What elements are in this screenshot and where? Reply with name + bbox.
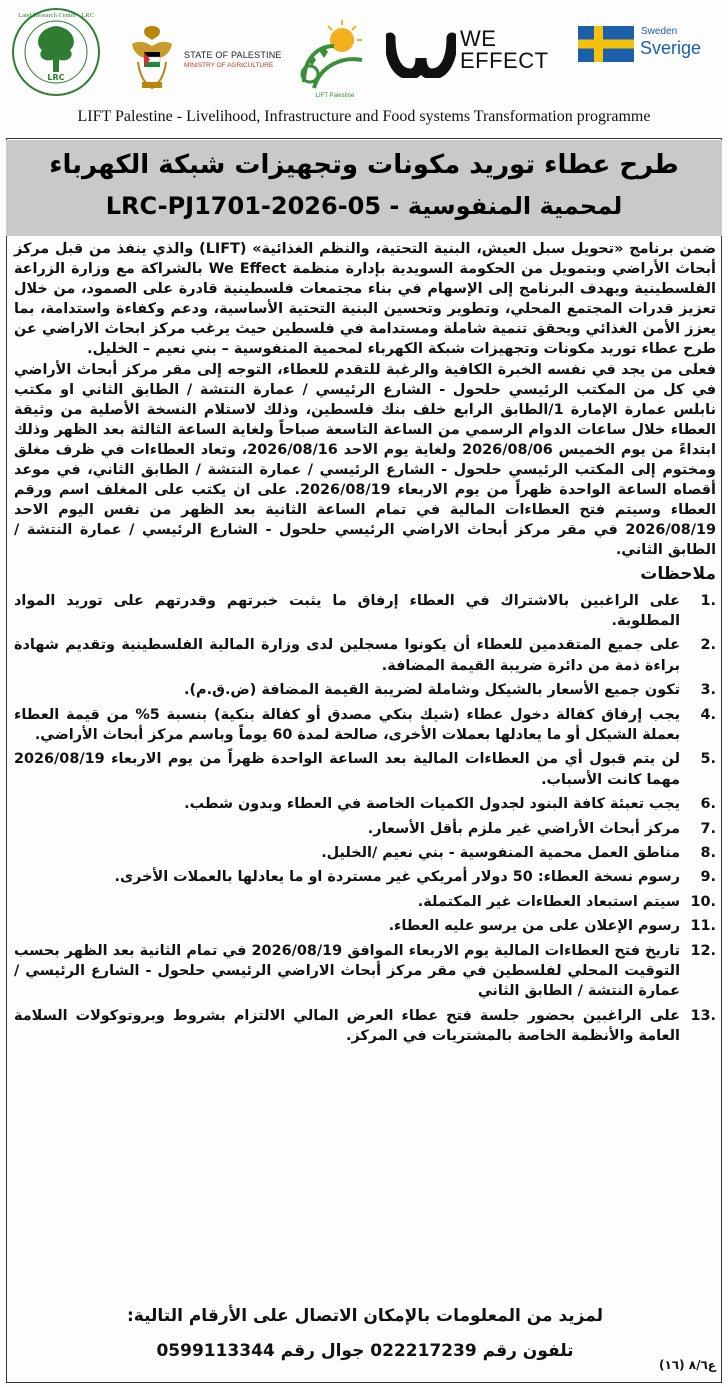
tender-title-line1: طرح عطاء توريد مكونات وتجهيزات شبكة الكهرباء [49, 150, 679, 180]
note-item [14, 867, 716, 887]
note-item [14, 941, 716, 1002]
reference-code: ع٨/٦ (١٦) [658, 1358, 716, 1372]
instructions-paragraph: فعلى من يجد في نفسه الخبرة الكافية والرغبة للتقدم للعطاء، التوجه إلى مقر مركز أبحاث الأراضي في كل من المكتب الرئيسي حلحول - الشارع الرئيسي / عمارة النتشة / الطابق الثاني او مكتب نابلس عمارة الإمارة 1/الطابق الرابع خلف بنك فلسطين، وذلك لاستلام النسخة الأصلية من وثيقة العطاء خلال ساعات الدوام الرسمي من الساعة التاسعة صباحاً ولغاية الساعة الثالثة بعد الظهر وذلك ابتداءً من يوم الخميس 2026/08/06 ولغاية يوم الاحد 2026/08/16، وتعاد العطاءات في ظرف مغلق ومختوم إلى المكتب الرئيسي حلحول - الشارع الرئيسي / عمارة النتشة / الطابق الثاني، في موعد أقصاه الساعة الواحدة ظهراً من يوم الاربعاء 2026/08/19. على ان يكتب على المغلف اسم ورقم العطاء وسيتم فتح العطاءات المالية في تمام الساعة الثانية بعد الظهر من نفس اليوم الاحد 2026/08/19 في مقر مركز أبحاث الاراضي الرئيسي حلحول - الشارع الرئيسي / عمارة النتشة / الطابق الثاني. [14, 362, 716, 558]
sweden-text: Sweden [641, 26, 678, 37]
note-item [14, 591, 716, 632]
note-text: مركز أبحاث الأراضي غير ملزم بأقل الأسعار. [367, 820, 680, 837]
note-number: 9. [700, 869, 716, 886]
lift-caption: LIFT Palestine [315, 93, 355, 99]
intro-paragraph: ضمن برنامج «تحويل سبل العيش، البنية التحتية، والنظم الغذائية» (LIFT) والذي ينفذ من قبل مركز أبحاث الأراضي وبتمويل من الحكومة السويدية بإدارة منظمة We Effect بالشراكة مع وزارة الزراعة الفلسطينية ويهدف البرنامج إلى الإسهام في بناء مجتمعات فلسطينية قادرة على الصمود، من خلال تعزيز قدرات المجتمع المحلي، وتطوير وتحسين البنية التحتية الأساسية، ودعم وكفاءة واستدامة، بما يعزز الأمن الغذائي ويحقق تنمية شاملة ومستدامة في فلسطين حيث يرغب مركز ابحاث الاراضي عن طرح عطاء توريد مكونات وتجهيزات شبكة الكهرباء لمحمية المنفوسية – بني نعيم – الخليل. [14, 241, 716, 357]
contact-numbers: تلفون رقم 022217239 جوال رقم 0599113344 [156, 1341, 574, 1361]
note-number: 5. [700, 751, 716, 768]
note-number: 1. [700, 592, 716, 609]
tender-title-bar [6, 140, 722, 236]
lift-logo [290, 16, 380, 100]
announcement-body [14, 240, 716, 1051]
we-effect-line2: EFFECT [460, 48, 549, 73]
we-effect-line1: WE [460, 26, 497, 51]
note-item [14, 794, 716, 814]
note-text: سيتم استبعاد العطاءات غير المكتملة. [417, 893, 680, 910]
notes-heading: ملاحظات [640, 563, 716, 584]
note-text: على الراغبين بالاشتراك في العطاء إرفاق ما يثبت خبرتهم وقدرتهم على توريد المواد المطلوبة. [14, 592, 680, 629]
note-number: 3. [700, 682, 716, 699]
programme-title: LIFT Palestine - Livelihood, Infrastructure and Food systems Transformation programme [77, 108, 651, 125]
sop-title: STATE OF PALESTINE [184, 50, 282, 60]
note-text: رسوم نسخة العطاء: 50 دولار أمريكي غير مستردة او ما يعادلها بالعملات الأخرى. [114, 869, 680, 886]
lrc-center-text: LRC [47, 73, 65, 82]
note-text: على جميع المتقدمين للعطاء أن يكونوا مسجلين لدى وزارة المالية الفلسطينية وتقديم شهادة براءة ذمة من دائرة ضريبة القيمة المضافة. [14, 637, 680, 674]
state-of-palestine-label [184, 50, 284, 69]
note-item [14, 680, 716, 700]
note-number: 2. [700, 637, 716, 654]
sop-ministry: MINISTRY OF AGRICULTURE [184, 62, 274, 69]
note-text: على الراغبين بحضور جلسة فتح عطاء العرض المالي الالتزام بشروط وبروتوكولات السلامة العامة والأنظمة الخاصة بالمشتريات في المركز. [14, 1007, 680, 1045]
we-effect-logo [386, 24, 566, 80]
note-number: 12. [690, 942, 716, 959]
sweden-logo [578, 26, 718, 66]
note-number: 10. [690, 893, 716, 910]
note-item [14, 892, 716, 912]
note-text: مناطق العمل محمية المنفوسية - بني نعيم /الخليل. [321, 844, 680, 861]
note-item [14, 749, 716, 790]
note-item [14, 916, 716, 936]
note-text: تاريخ فتح العطاءات المالية يوم الاربعاء الموافق 2026/08/19 في تمام الثانية بعد الظهر بحسب التوقيت المحلي لفلسطين في مقر مركز أبحاث الاراضي الرئيسي حلحول - الشارع الرئيسي / عمارة النتشة / الطابق الثاني [14, 942, 680, 1000]
note-number: 7. [700, 820, 716, 837]
note-text: تكون جميع الأسعار بالشيكل وشاملة لضريبة القيمة المضافة (ض.ق.م). [184, 682, 680, 699]
note-number: 11. [690, 918, 716, 935]
notes-list [14, 591, 716, 1047]
note-item [14, 635, 716, 676]
note-number: 6. [700, 796, 716, 813]
note-text: رسوم الإعلان على من يرسو عليه العطاء. [388, 918, 680, 935]
contact-intro: لمزيد من المعلومات بالإمكان الاتصال على الأرقام التالية: [126, 1306, 604, 1326]
note-item [14, 1006, 716, 1047]
note-number: 8. [700, 844, 716, 861]
note-item [14, 819, 716, 839]
note-number: 4. [700, 706, 716, 723]
note-number: 13. [690, 1007, 716, 1024]
contact-section [14, 1304, 716, 1364]
lrc-ring-text: Land Research Center - LRC [18, 12, 94, 19]
note-item [14, 705, 716, 746]
note-item [14, 843, 716, 863]
tender-title-line2: لمحمية المنفوسية - LRC-PJ1701-2026-05 [105, 192, 623, 220]
we-effect-mark-icon [386, 28, 456, 78]
note-text: يجب تعبئة كافة البنود لجدول الكميات الخاصة في العطاء وبدون شطب. [184, 796, 680, 813]
palestine-emblem [124, 22, 180, 94]
note-text: لن يتم قبول أي من العطاءات المالية بعد الساعة الواحدة ظهراً من يوم الاربعاء 2026/08/19 مهما كانت الأسباب. [14, 751, 680, 788]
note-text: يجب إرفاق كفالة دخول عطاء (شيك بنكي مصدق أو كفالة بنكية) بنسبة 5% من قيمة العطاء بعملة الشيكل أو ما يعادلها بعملات الأخرى، صالحة لمدة 60 يوماً وباسم مركز أبحاث الأراضي. [14, 706, 681, 743]
lrc-logo [8, 6, 104, 98]
logo-strip [0, 0, 728, 100]
swedish-flag-icon [578, 26, 634, 62]
sverige-text: Sverige [640, 38, 702, 58]
